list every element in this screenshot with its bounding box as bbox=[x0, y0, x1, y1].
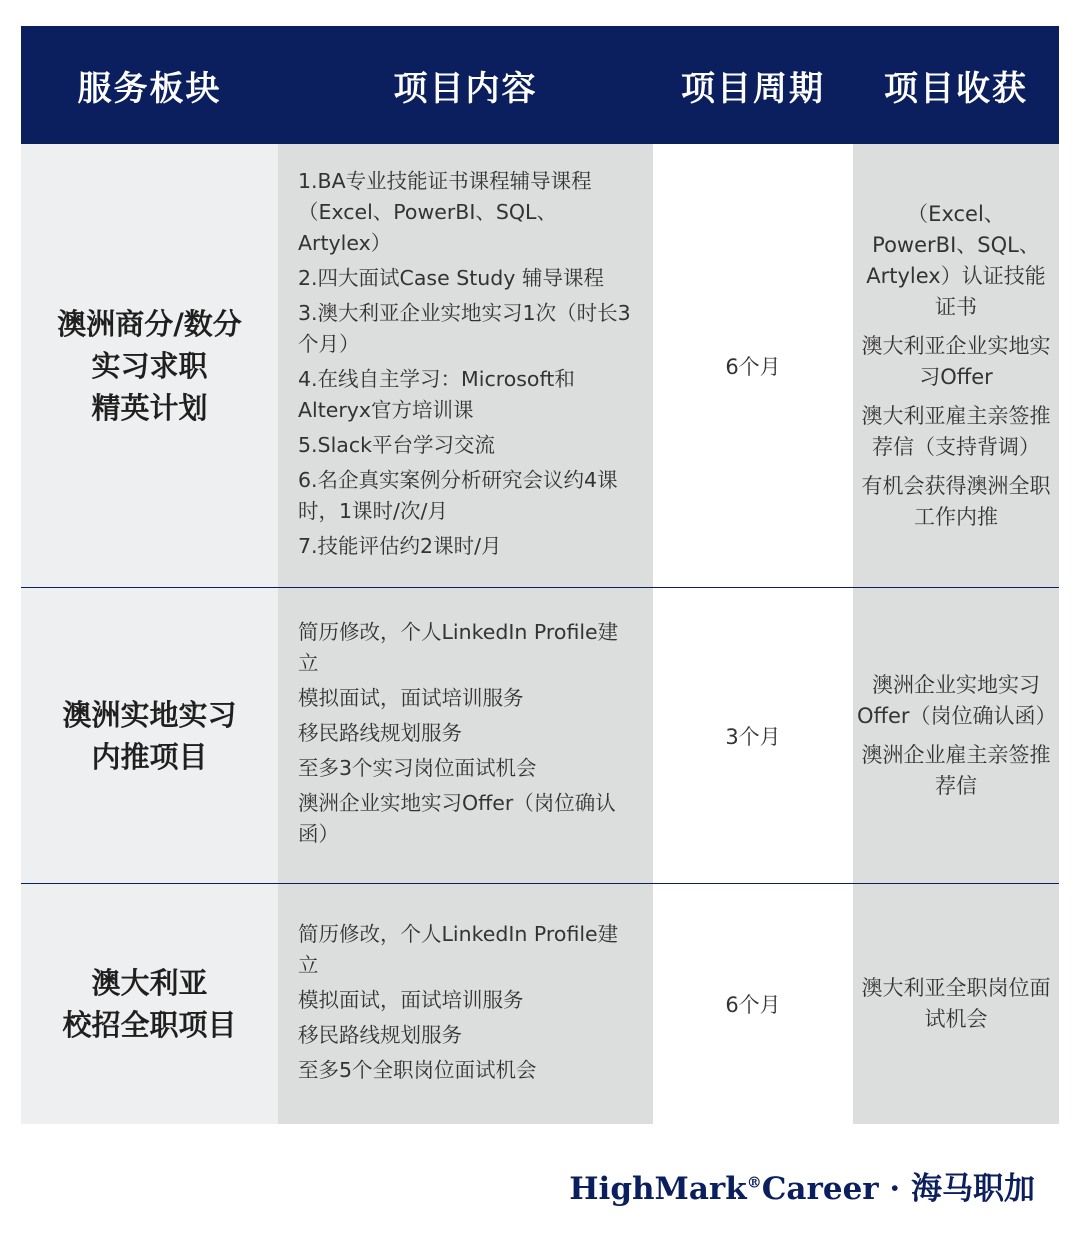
content-item: 模拟面试，面试培训服务 bbox=[298, 987, 524, 1012]
table-row bbox=[21, 144, 1059, 588]
content-cell bbox=[278, 884, 653, 1124]
content-item: 简历修改，个人LinkedIn Profile建立 bbox=[298, 921, 619, 977]
header-gains: 项目收获 bbox=[884, 68, 1028, 109]
header-service: 服务板块 bbox=[77, 68, 222, 109]
gain-item: 澳洲企业雇主亲签推荐信 bbox=[861, 742, 1051, 798]
service-name: 澳洲商分/数分 实习求职 精英计划 bbox=[21, 144, 278, 587]
gain-item: 澳大利亚企业实地实习Offer bbox=[861, 333, 1051, 389]
gain-item: 澳大利亚雇主亲签推荐信（支持背调） bbox=[861, 403, 1051, 459]
content-item: 至多3个实习岗位面试机会 bbox=[298, 756, 537, 780]
period-cell: 6个月 bbox=[653, 144, 853, 587]
period-cell: 3个月 bbox=[653, 588, 853, 883]
period-cell: 6个月 bbox=[653, 884, 853, 1124]
content-item: 简历修改，个人LinkedIn Profile建立 bbox=[298, 620, 619, 675]
content-cell bbox=[278, 588, 653, 883]
service-name: 澳大利亚 校招全职项目 bbox=[21, 884, 278, 1124]
service-table bbox=[21, 26, 1059, 1124]
gain-item: 澳大利亚全职岗位面试机会 bbox=[861, 976, 1051, 1031]
content-item: 移民路线规划服务 bbox=[298, 721, 462, 745]
brand-name: HighMark bbox=[569, 1171, 747, 1207]
registered-mark: ® bbox=[746, 1173, 762, 1192]
content-item: 至多5个全职岗位面试机会 bbox=[298, 1057, 537, 1082]
gain-item: 澳洲企业实地实习 Offer（岗位确认函） bbox=[857, 672, 1057, 728]
content-item: 澳洲企业实地实习Offer（岗位确认函） bbox=[298, 791, 616, 846]
content-item: 2.四大面试Case Study 辅导课程 bbox=[298, 265, 604, 290]
header-period: 项目周期 bbox=[681, 68, 825, 109]
gains-cell bbox=[853, 884, 1059, 1124]
table-row bbox=[21, 588, 1059, 884]
content-item: 移民路线规划服务 bbox=[298, 1022, 462, 1047]
table-row bbox=[21, 884, 1059, 1124]
content-item: 4.在线自主学习：Microsoft和Alteryx官方培训课 bbox=[298, 366, 575, 422]
gain-item: （Excel、PowerBI、SQL、Artylex）认证技能证书 bbox=[866, 201, 1046, 319]
service-name: 澳洲实地实习 内推项目 bbox=[21, 588, 278, 883]
gains-cell bbox=[853, 588, 1059, 883]
content-item: 模拟面试，面试培训服务 bbox=[298, 686, 524, 710]
content-item: 7.技能评估约2课时/月 bbox=[298, 533, 502, 558]
content-item: 3.澳大利亚企业实地实习1次（时长3个月） bbox=[298, 300, 631, 356]
content-item: 6.名企真实案例分析研究会议约4课时，1课时/次/月 bbox=[298, 467, 618, 523]
gains-cell bbox=[853, 144, 1059, 587]
brand-logo bbox=[569, 1163, 1035, 1208]
table-header bbox=[21, 26, 1059, 144]
content-item: 5.Slack平台学习交流 bbox=[298, 432, 495, 457]
gain-item: 有机会获得澳洲全职工作内推 bbox=[861, 473, 1051, 529]
brand-rest: Career · 海马职加 bbox=[761, 1171, 1035, 1207]
header-content: 项目内容 bbox=[393, 68, 538, 109]
content-item: 1.BA专业技能证书课程辅导课程（Excel、PowerBI、SQL、Artylex） bbox=[298, 168, 592, 255]
content-cell bbox=[278, 144, 653, 587]
